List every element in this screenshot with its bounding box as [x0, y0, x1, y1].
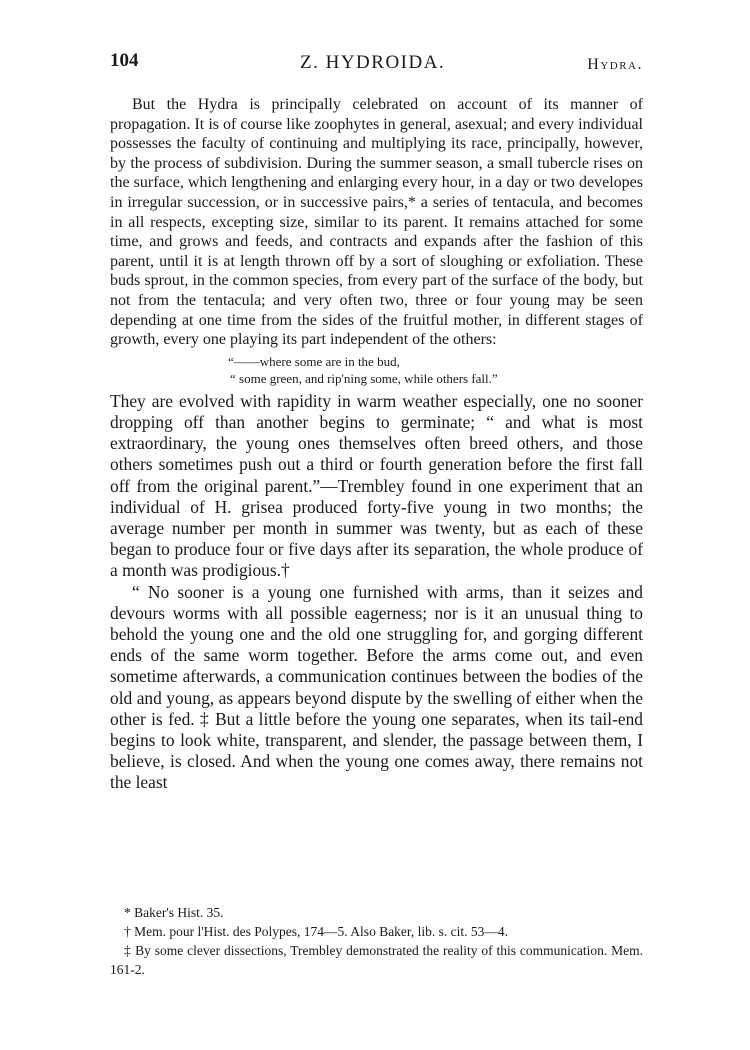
running-title: Z. HYDROIDA. [300, 52, 446, 73]
page-number: 104 [110, 50, 139, 71]
quote-line-2: “ some green, and rip'ning some, while others fall.” [230, 370, 498, 386]
verse-quotation [228, 353, 643, 387]
footnote-2: † Mem. pour l'Hist. des Polypes, 174—5. Also Baker, lib. s. cit. 53—4. [124, 924, 509, 939]
footnote-3: ‡ By some clever dissections, Trembley demonstrated the reality of this communication. Mem. 161-2. [110, 943, 643, 977]
footnote-1: * Baker's Hist. 35. [124, 905, 224, 920]
page-header [110, 50, 643, 80]
quote-line-1: “——where some are in the bud, [228, 353, 400, 369]
paragraph-3: “ No sooner is a young one furnished with arms, than it seizes and devours worms with all possible eagerness; nor is it an unusual thing to behold the young one and the old one struggling for, and gorging different ends of the same worm together. Before the arms come out, and even sometime afterwards, a communication continues between the bodies of the old and young, as appears beyond dispute by the swelling of either when the other is fed. ‡ But a little before the young one separates, when its tail-end begins to look white, transparent, and slender, the passage between them, I believe, is closed. And when the young one comes away, there remains not the least [110, 581, 643, 793]
paragraph-1: But the Hydra is principally celebrated on account of its manner of propagation. It is of course like zoophytes in general, asexual; and every individual possesses the faculty of continuing and multiplying its race, principally, however, by the process of subdivision. During the summer season, a small tubercle rises on the surface, which lengthening and enlarging every hour, in a day or two developes in irregular succession, or in successive pairs,* a series of tentacula, and becomes in all respects, excepting size, similar to its parent. It remains attached for some time, and grows and feeds, and contracts and expands after the fashion of this parent, until it is at length thrown off by a sort of sloughing or exfoliation. These buds sprout, in the common species, from every part of the surface of the body, but not from the tentacula; and very often two, three or four young may be seen depending at one time from the sides of the fruitful mother, in different stages of growth, every one playing its part independent of the others: [110, 96, 643, 349]
paragraph-2: They are evolved with rapidity in warm weather especially, one no sooner dropping off than another begins to germinate; “ and what is most extraordinary, the young ones themselves often breed others, and those others sometimes push out a third or fourth generation before the first fall off from the original parent.”—Trembley found in one experiment that an individual of H. grisea produced forty-five young in two months; the average number per month in summer was twenty, but as each of these began to produce four or five days after its separation, the whole produce of a month was prodigious.† [110, 390, 643, 581]
body-text [110, 95, 643, 794]
running-section-title: Hydra. [587, 56, 643, 73]
footnotes [110, 903, 643, 979]
